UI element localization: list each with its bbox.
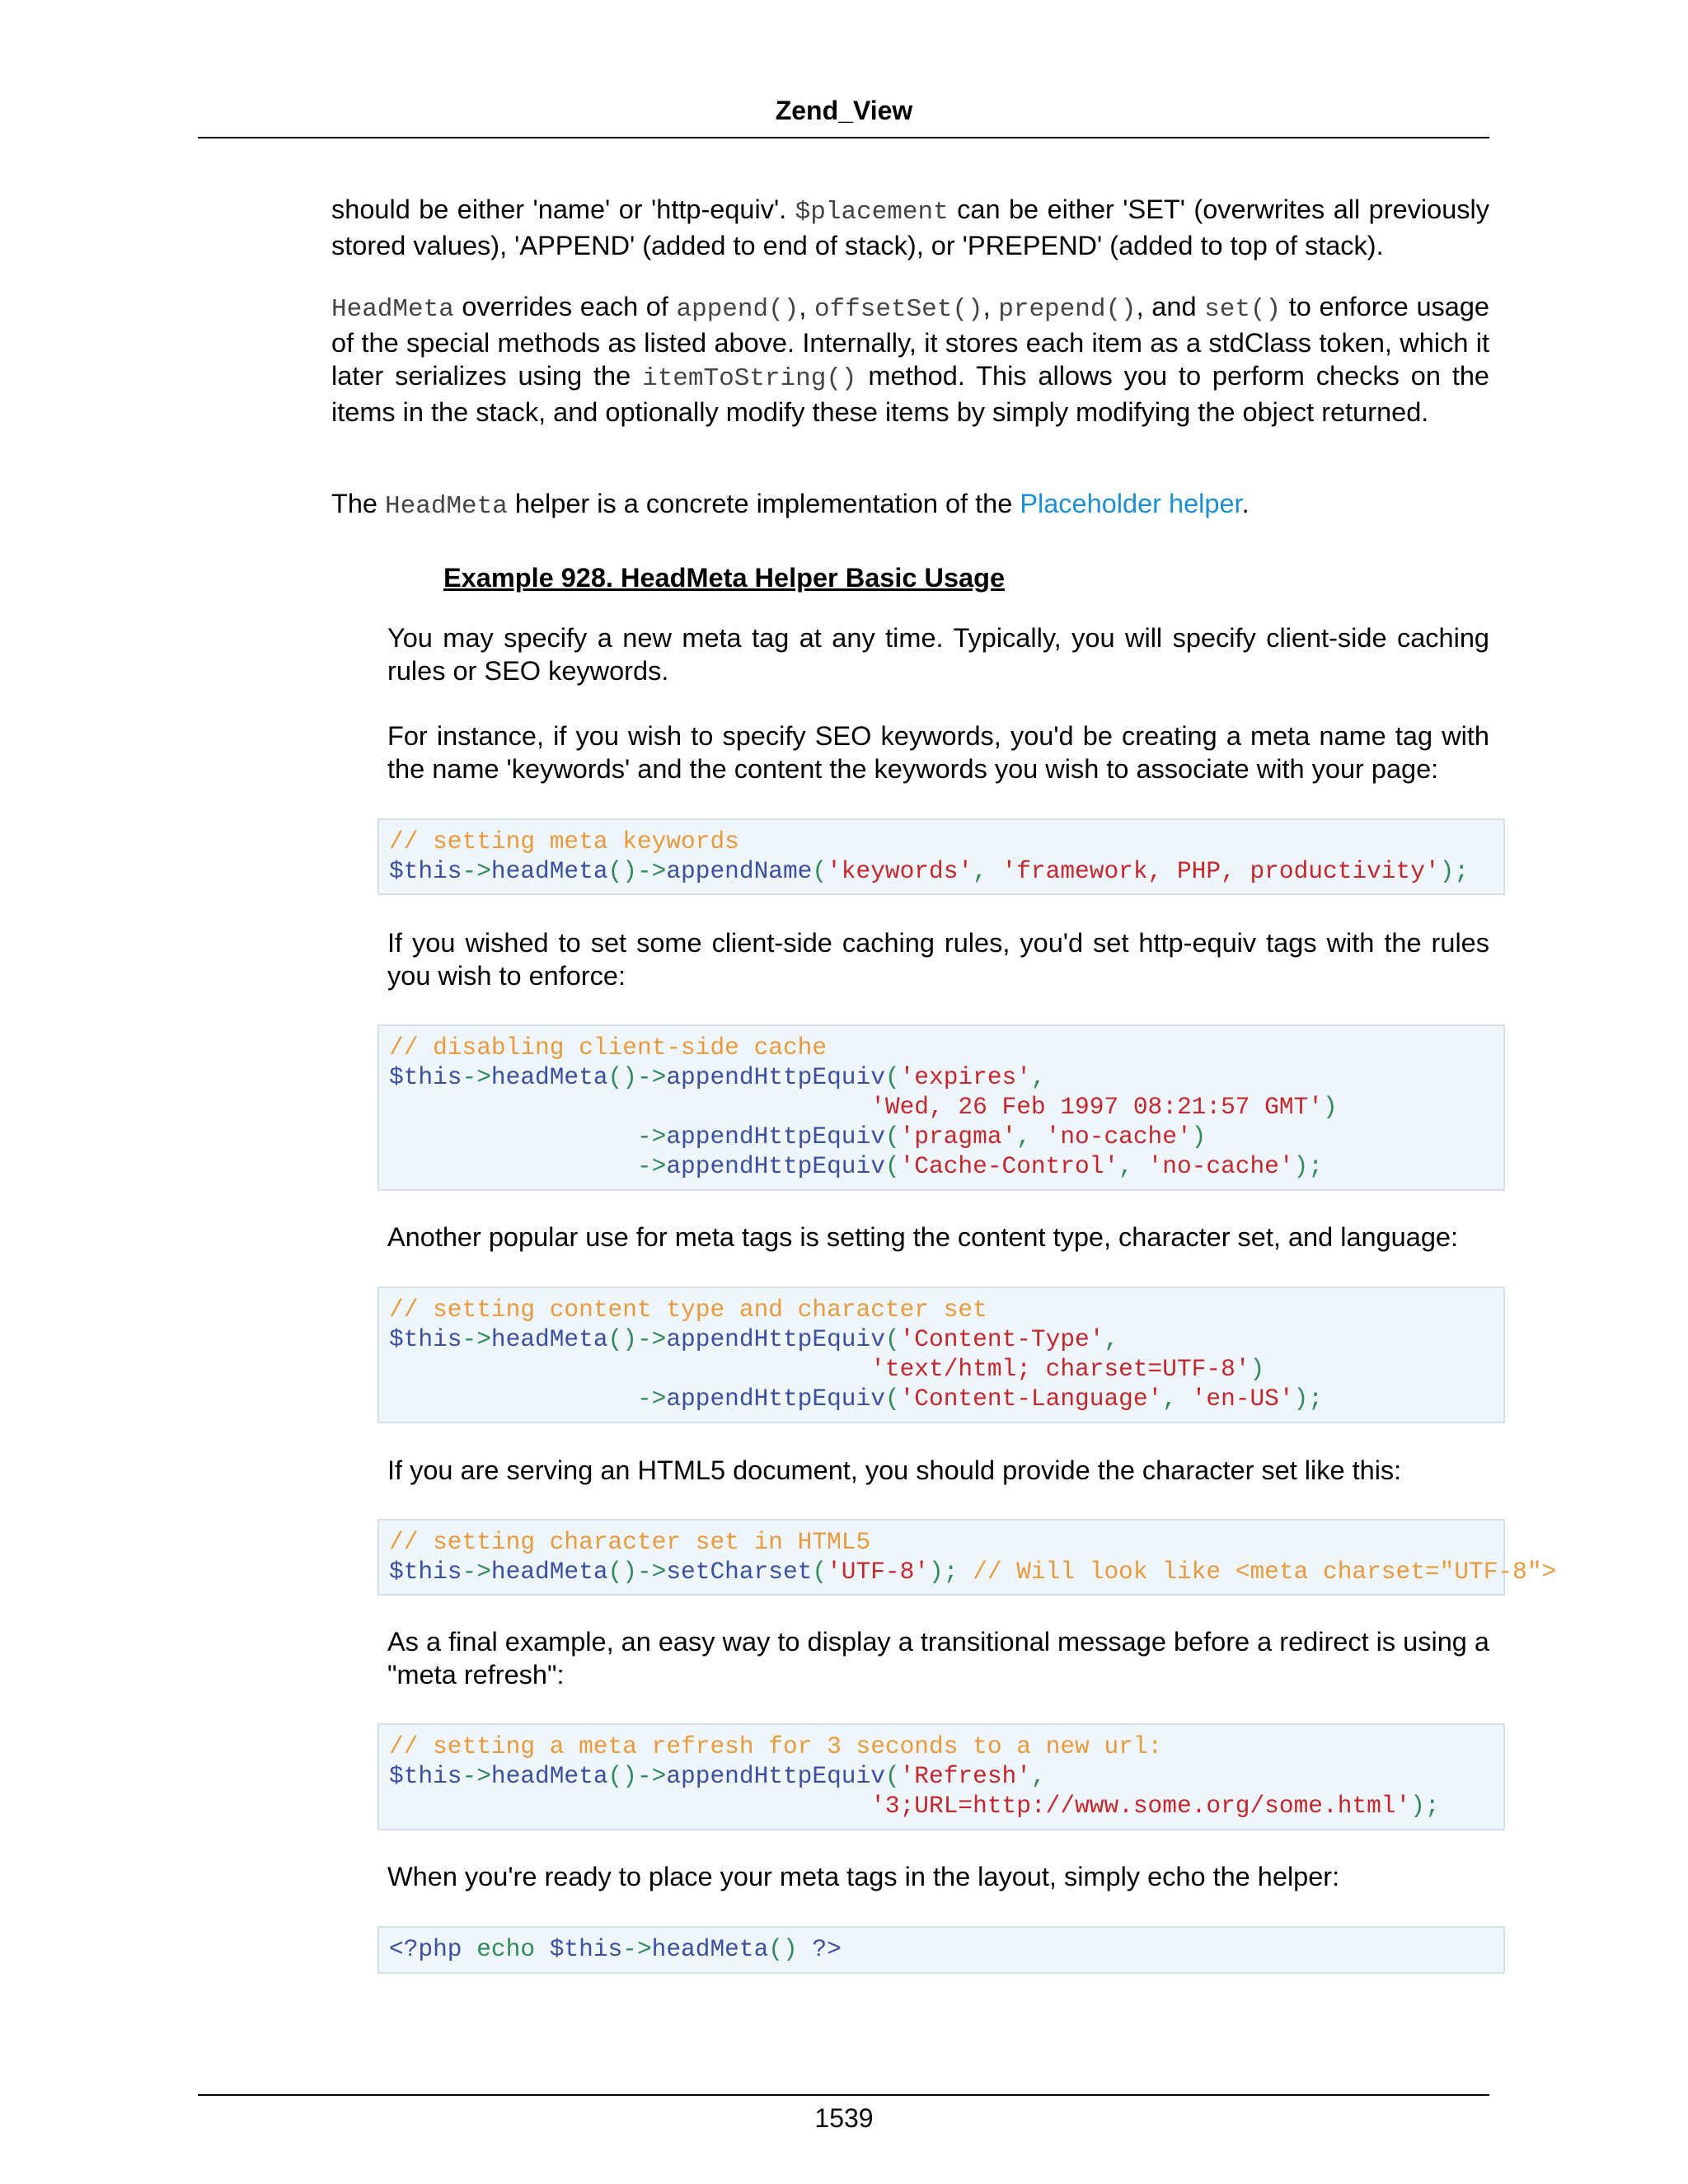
code-token: $this <box>389 857 462 885</box>
code-lines <box>389 1295 1323 1413</box>
intro-paragraph-3 <box>331 487 1489 523</box>
code-indent <box>389 1385 637 1413</box>
code-token: appendHttpEquiv <box>666 1762 885 1790</box>
code-token: 'en-US' <box>1191 1385 1294 1413</box>
placeholder-helper-link[interactable]: Placeholder helper <box>1020 489 1242 518</box>
code-token: ()-> <box>607 1063 667 1091</box>
code-token: ); <box>929 1558 973 1586</box>
code-lines <box>389 1527 1556 1586</box>
code-token: appendHttpEquiv <box>666 1122 885 1151</box>
code-block-charset <box>377 1519 1557 1596</box>
code-line <box>389 1557 1556 1586</box>
code-lines <box>389 827 1469 886</box>
code-token: , <box>973 857 1002 885</box>
code-line <box>389 1791 1440 1821</box>
code-line <box>389 1122 1338 1151</box>
code-token: -> <box>636 1152 667 1180</box>
code-token: , <box>1030 1063 1046 1091</box>
text: can be either 'SET' (overwrites all previously stored values), 'APPEND' (added to end of stack), or 'PREPEND' (added to top of stack). <box>331 194 1489 260</box>
code-token: , <box>1030 1762 1046 1790</box>
code-token: 'Content-Type' <box>899 1325 1104 1353</box>
code-token: ()-> <box>607 1558 667 1586</box>
example-paragraph-3: If you wished to set some client-side caching rules, you'd set http-equiv tags with the rules you wish to enforce: <box>387 928 1489 991</box>
inline-code-set: set() <box>1204 295 1282 324</box>
code-token: ) <box>1250 1355 1265 1383</box>
code-line <box>389 1092 1338 1122</box>
example-paragraph-5: If you are serving an HTML5 document, you should provide the character set like this: <box>387 1455 1402 1485</box>
code-token: -> <box>462 1325 491 1353</box>
code-indent <box>389 1093 870 1121</box>
code-token: <?php <box>389 1935 462 1963</box>
code-line <box>389 1033 1338 1062</box>
code-token: , <box>1016 1122 1046 1151</box>
text: , <box>982 292 999 321</box>
example-paragraph-7: When you're ready to place your meta tags in the layout, simply echo the helper: <box>387 1862 1340 1891</box>
code-token: setCharset <box>666 1558 813 1586</box>
code-token: ( <box>884 1385 900 1413</box>
code-token: headMeta <box>490 1762 608 1790</box>
code-token: ( <box>884 1325 900 1353</box>
page-header-title: Zend_View <box>775 96 913 125</box>
code-token: () <box>768 1935 813 1963</box>
code-comment: // setting a meta refresh for 3 seconds to a new url: <box>389 1732 1163 1760</box>
inline-code-placement: $placement <box>795 198 949 227</box>
code-token: $this <box>549 1935 623 1963</box>
code-token: 'no-cache' <box>1147 1152 1294 1180</box>
text: , <box>799 292 814 321</box>
code-token: headMeta <box>651 1935 769 1963</box>
code-token: $this <box>389 1558 462 1586</box>
code-comment: // setting character set in HTML5 <box>389 1528 871 1556</box>
code-token: ); <box>1293 1385 1323 1413</box>
example-title: Example 928. HeadMeta Helper Basic Usage <box>443 563 1006 593</box>
code-lines <box>389 1732 1440 1821</box>
code-line <box>389 1761 1440 1791</box>
code-lines <box>389 1934 842 1964</box>
code-indent <box>389 1355 870 1383</box>
code-line <box>389 1151 1338 1181</box>
code-indent <box>389 1152 637 1180</box>
code-token: $this <box>389 1325 462 1353</box>
code-token: ( <box>884 1762 900 1790</box>
example-paragraph-6: As a final example, an easy way to display a transitional message before a redirect is using a "meta refresh": <box>387 1627 1489 1690</box>
code-block-echo <box>377 1926 1505 1974</box>
code-token: -> <box>462 1063 491 1091</box>
example-paragraph-4: Another popular use for meta tags is setting the content type, character set, and language: <box>387 1222 1459 1252</box>
code-token: headMeta <box>490 1558 608 1586</box>
code-token: 'UTF-8' <box>827 1558 930 1586</box>
code-line <box>389 1295 1323 1324</box>
code-token: 'pragma' <box>899 1122 1017 1151</box>
inline-code-prepend: prepend() <box>998 295 1137 324</box>
code-block-refresh <box>377 1723 1505 1830</box>
code-token: 'expires' <box>899 1063 1031 1091</box>
code-comment: // Will look like <meta charset="UTF-8"> <box>973 1558 1557 1586</box>
inline-code-headmeta: HeadMeta <box>385 492 508 521</box>
code-token: ) <box>1323 1093 1338 1121</box>
code-token: ( <box>884 1063 900 1091</box>
code-token: headMeta <box>490 1325 608 1353</box>
header-rule <box>198 137 1489 138</box>
code-token: ); <box>1439 857 1470 885</box>
code-line <box>389 1324 1323 1354</box>
code-line <box>389 1062 1338 1092</box>
code-block-content-type <box>377 1286 1505 1423</box>
code-token: appendHttpEquiv <box>666 1063 885 1091</box>
code-token: 'Content-Language' <box>899 1385 1163 1413</box>
code-token: -> <box>622 1935 652 1963</box>
text: helper is a concrete implementation of the <box>507 489 1020 518</box>
code-indent <box>389 1792 870 1820</box>
page-number: 1539 <box>814 2103 874 2133</box>
inline-code-headmeta: HeadMeta <box>331 295 454 324</box>
code-token: 'no-cache' <box>1045 1122 1192 1151</box>
code-line <box>389 1527 1556 1557</box>
text: The <box>331 489 386 518</box>
code-token: 'framework, PHP, productivity' <box>1001 857 1440 885</box>
code-token: ( <box>812 857 828 885</box>
code-token: ) <box>1191 1122 1207 1151</box>
code-token: appendHttpEquiv <box>666 1152 885 1180</box>
code-block-keywords <box>377 818 1505 895</box>
inline-code-offsetset: offsetSet() <box>814 295 983 324</box>
code-token: headMeta <box>490 1063 608 1091</box>
code-token: 'Wed, 26 Feb 1997 08:21:57 GMT' <box>870 1093 1323 1121</box>
code-line <box>389 827 1469 856</box>
inline-code-itemtostring: itemToString() <box>642 364 857 393</box>
code-token: ); <box>1293 1152 1323 1180</box>
code-token: -> <box>462 1762 491 1790</box>
code-token: appendName <box>666 857 813 885</box>
code-token: appendHttpEquiv <box>666 1385 885 1413</box>
code-token: headMeta <box>490 857 608 885</box>
code-token: $this <box>389 1762 462 1790</box>
code-comment: // setting meta keywords <box>389 827 739 855</box>
code-token: , <box>1162 1385 1192 1413</box>
example-paragraph-2: For instance, if you wish to specify SEO keywords, you'd be creating a meta name tag with the name 'keywords' and the content the keywords you wish to associate with your page: <box>387 721 1489 784</box>
code-line <box>389 1354 1323 1384</box>
text: overrides each of <box>453 292 677 321</box>
code-token: , <box>1118 1152 1148 1180</box>
code-token: -> <box>636 1385 667 1413</box>
code-lines <box>389 1033 1338 1181</box>
code-line <box>389 1934 842 1964</box>
code-token: 'keywords' <box>827 857 973 885</box>
intro-paragraph-2 <box>331 290 1489 429</box>
text: , and <box>1136 292 1205 321</box>
code-token: appendHttpEquiv <box>666 1325 885 1353</box>
code-token: 'Cache-Control' <box>899 1152 1119 1180</box>
code-token: ()-> <box>607 857 667 885</box>
text: to enforce usage of the special methods as listed above. Internally, it stores each item as a stdClass token, which it later serializes using the <box>331 292 1489 391</box>
code-token: ?> <box>812 1935 842 1963</box>
code-line <box>389 856 1469 886</box>
code-token: ( <box>812 1558 828 1586</box>
text: . <box>1241 489 1250 518</box>
code-token: ( <box>884 1152 900 1180</box>
code-token: echo <box>462 1935 550 1963</box>
text: should be either 'name' or 'http-equiv'. <box>331 194 795 224</box>
code-block-cache <box>377 1024 1505 1191</box>
code-token: ); <box>1410 1792 1440 1820</box>
code-token: -> <box>462 857 491 885</box>
footer-rule <box>198 2094 1489 2096</box>
code-comment: // disabling client-side cache <box>389 1033 828 1062</box>
code-line <box>389 1732 1440 1761</box>
code-token: 'Refresh' <box>899 1762 1031 1790</box>
code-indent <box>389 1122 637 1151</box>
code-token: , <box>1104 1325 1119 1353</box>
code-token: 'text/html; charset=UTF-8' <box>870 1355 1250 1383</box>
code-token: -> <box>636 1122 667 1151</box>
example-paragraph-1: You may specify a new meta tag at any time. Typically, you will specify client-side caching rules or SEO keywords. <box>387 623 1489 686</box>
inline-code-append: append() <box>676 295 799 324</box>
code-token: -> <box>462 1558 491 1586</box>
code-line <box>389 1384 1323 1413</box>
code-token: ()-> <box>607 1762 667 1790</box>
text: method. This allows you to perform checks on the items in the stack, and optionally modify these items by simply modifying the object returned. <box>331 361 1489 427</box>
code-token: ( <box>884 1122 900 1151</box>
code-token: $this <box>389 1063 462 1091</box>
intro-paragraph-1 <box>331 193 1489 262</box>
code-token: ()-> <box>607 1325 667 1353</box>
code-comment: // setting content type and character set <box>389 1296 987 1324</box>
code-token: '3;URL=http://www.some.org/some.html' <box>870 1792 1411 1820</box>
